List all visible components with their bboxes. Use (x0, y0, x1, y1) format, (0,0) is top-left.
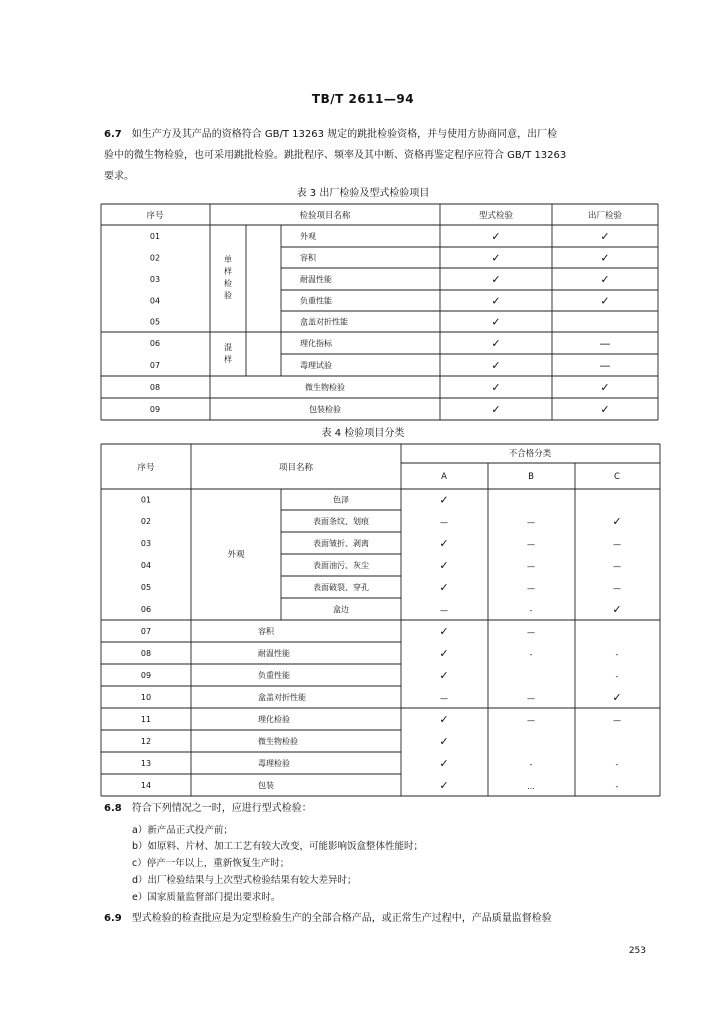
t3-row-01-name: 外观 (300, 232, 316, 241)
section-6-8-item-b: b）如原料、片材、加工工艺有较大改变，可能影响饭盒整体性能时； (132, 841, 424, 852)
t3-row-05-type: ✓ (491, 315, 501, 329)
table-3 (101, 204, 658, 420)
t3-row-02-no: 02 (149, 253, 161, 263)
t4-row-02-b: — (527, 518, 535, 527)
t4-row-01-name: 色泽 (333, 495, 349, 505)
t4-row-13-c: - (615, 760, 619, 769)
page-header: TB/T 2611—94 (311, 92, 415, 106)
t3-row-04-factory: ✓ (600, 294, 610, 308)
t4-row-03-no: 03 (140, 539, 152, 548)
t4-row-06-b: - (529, 606, 533, 615)
t3-group-mixed (224, 342, 232, 364)
t4-row-08-no: 08 (140, 649, 152, 658)
t4-row-04-no: 04 (140, 561, 152, 570)
t4-row-09-a: ✓ (439, 669, 449, 682)
section-6-9 (104, 908, 669, 929)
t4-row-02-name: 表面条纹、划痕 (313, 517, 369, 526)
t3-row-09-name: 包装检验 (309, 405, 341, 414)
t4-row-14-a: ✓ (439, 779, 449, 792)
t3-row-03-name: 耐温性能 (300, 275, 332, 284)
t3-header-no: 序号 (146, 211, 164, 221)
t4-row-10-a: — (440, 694, 448, 703)
t4-row-11-b: — (527, 716, 535, 725)
t4-rows (141, 494, 622, 793)
t4-row-13-name: 毒理检验 (258, 759, 290, 768)
section-6-8-item-d: d）出厂检验结果与上次型式检验结果有较大差异时； (132, 875, 357, 886)
t4-row-10-no: 10 (140, 693, 152, 702)
t3-row-08-no: 08 (149, 383, 161, 392)
t4-row-13-no: 13 (140, 759, 152, 768)
section-6-8-number: 6.8 (104, 803, 122, 814)
t4-row-09-c: - (615, 672, 619, 681)
t4-row-02-a: — (440, 518, 448, 527)
t4-appearance-label: 外观 (227, 550, 245, 560)
t4-row-10-c: ✓ (612, 691, 622, 704)
t4-row-01-no: 01 (140, 495, 152, 505)
t4-row-09-name: 负重性能 (258, 671, 290, 680)
t4-row-13-b: - (529, 760, 533, 769)
t4-row-05-name: 表面破裂、穿孔 (313, 583, 369, 592)
section-6-9-text: 型式检验的检查批应是为定型检验生产的全部合格产品，或正常生产过程中，产品质量监督检验 (131, 913, 552, 924)
t3-row-08-factory: ✓ (600, 381, 610, 394)
t3-row-09-type: ✓ (491, 403, 501, 416)
t4-row-05-no: 05 (140, 583, 152, 592)
t3-row-05-name: 盒盖对折性能 (300, 317, 348, 327)
t3-row-07-no: 07 (149, 361, 161, 370)
t3-row-06-no: 06 (149, 339, 161, 348)
t4-row-08-b: - (529, 650, 533, 659)
section-6-8-intro: 符合下列情况之一时，应进行型式检验： (131, 803, 312, 814)
t3-row-09-factory: ✓ (600, 403, 610, 416)
t4-row-11-c: — (613, 716, 621, 725)
t4-row-03-a: ✓ (439, 537, 449, 550)
t3-group-single-char: 单 (224, 255, 232, 264)
section-6-9-number: 6.9 (104, 913, 122, 924)
t4-row-03-c: — (613, 540, 621, 549)
table-3-caption: 表 3 出厂检验及型式检验项目 (296, 188, 430, 199)
section-6-7-line-1: 如生产方及其产品的资格符合 GB/T 13263 规定的跳批检验资格，并与使用方协商同意，出厂检 (131, 129, 558, 140)
t4-row-06-a: — (440, 606, 448, 615)
t3-header-name: 检验项目名称 (299, 211, 351, 221)
t3-row-02-name: 容积 (300, 253, 316, 263)
t4-row-02-no: 02 (140, 517, 152, 526)
t3-row-09-no: 09 (149, 405, 161, 414)
t4-row-04-b: — (527, 562, 535, 571)
table-4 (101, 444, 660, 796)
t4-row-12-no: 12 (140, 737, 152, 746)
t4-row-05-b: — (527, 584, 535, 593)
t4-row-07-no: 07 (140, 627, 152, 636)
t4-header-name: 项目名称 (278, 463, 314, 473)
t4-header-c: C (614, 472, 620, 482)
t3-row-02-factory: ✓ (600, 251, 610, 265)
section-6-8-item-e: e）国家质量监督部门提出要求时。 (132, 892, 281, 903)
t4-header-a: A (441, 472, 447, 482)
t3-row-08-type: ✓ (491, 381, 501, 394)
t3-row-01-factory: ✓ (600, 230, 610, 243)
t4-row-10-b: — (527, 694, 535, 703)
t4-row-08-c: - (615, 650, 619, 659)
section-6-7-line-3: 要求。 (104, 171, 134, 182)
t3-group-mixed-char: 混 (224, 343, 232, 352)
t4-row-11-name: 理化检验 (258, 715, 290, 724)
t3-row-04-no: 04 (149, 296, 161, 306)
t4-row-05-c: — (613, 584, 621, 593)
t3-row-02-type: ✓ (491, 251, 501, 265)
t4-row-07-a: ✓ (439, 625, 449, 638)
t3-row-03-factory: ✓ (600, 273, 610, 286)
t4-row-05-a: ✓ (439, 581, 449, 594)
t3-group-mixed-char: 样 (224, 355, 232, 364)
t3-row-06-name: 理化指标 (300, 339, 332, 348)
section-6-8-item-a: a）新产品正式投产前； (132, 825, 233, 836)
page-number: 253 (628, 946, 646, 956)
t4-row-04-c: — (613, 562, 621, 571)
t4-row-06-no: 06 (140, 605, 152, 614)
t3-row-01-no: 01 (149, 232, 161, 241)
t4-row-14-b: ... (527, 782, 535, 791)
t3-header-factory: 出厂检验 (587, 211, 623, 221)
t4-row-07-name: 容积 (258, 627, 274, 636)
t4-row-14-name: 包装 (258, 781, 274, 790)
t4-row-12-a: ✓ (439, 735, 449, 748)
t3-row-04-name: 负重性能 (300, 296, 332, 306)
t4-row-14-c: - (615, 782, 619, 791)
t3-row-07-name: 毒理试验 (300, 361, 332, 370)
t3-row-03-type: ✓ (491, 273, 501, 286)
t3-row-03-no: 03 (149, 275, 161, 284)
t3-rows (150, 230, 611, 416)
t4-row-04-a: ✓ (439, 559, 449, 572)
t3-group-single-char: 样 (224, 267, 232, 276)
t4-row-14-no: 14 (140, 781, 152, 790)
t3-row-06-factory: — (599, 337, 611, 350)
t4-header-group: 不合格分类 (508, 449, 552, 459)
t3-group-single-char: 验 (224, 291, 232, 300)
t4-row-06-c: ✓ (612, 603, 622, 616)
t3-row-04-type: ✓ (491, 294, 501, 308)
t3-row-08-name: 微生物检验 (305, 383, 345, 392)
t4-row-02-c: ✓ (612, 515, 622, 528)
section-6-8 (104, 798, 669, 819)
t4-header-b: B (528, 472, 534, 482)
t3-row-07-factory: — (599, 359, 611, 372)
t3-row-05-no: 05 (149, 317, 161, 327)
t3-row-06-type: ✓ (491, 337, 501, 350)
t4-row-11-a: ✓ (439, 713, 449, 726)
section-6-8-item-c: c）停产一年以上，重新恢复生产时； (132, 858, 290, 869)
t3-group-single-char: 检 (224, 279, 232, 288)
t3-header-type: 型式检验 (478, 211, 514, 221)
t4-row-11-no: 11 (140, 715, 152, 724)
t4-row-10-name: 盒盖对折性能 (258, 693, 306, 702)
t4-row-07-b: — (527, 628, 535, 637)
t4-row-12-name: 微生物检验 (258, 737, 298, 746)
t4-row-03-name: 表面皱折、剥离 (313, 539, 369, 548)
t4-row-06-name: 盒边 (333, 605, 349, 614)
t4-row-08-a: ✓ (439, 647, 449, 660)
table-4-caption: 表 4 检验项目分类 (321, 428, 405, 439)
t4-row-01-a: ✓ (439, 493, 449, 507)
t3-row-07-type: ✓ (491, 359, 501, 372)
t4-row-04-name: 表面油污、灰尘 (313, 561, 369, 570)
t4-row-08-name: 耐温性能 (258, 649, 290, 658)
section-6-7-number: 6.7 (104, 129, 122, 140)
section-6-7-line-2: 验中的微生物检验，也可采用跳批检验。跳批程序、频率及其中断、资格再鉴定程序应符合 GB/T 13263 (104, 150, 567, 161)
t4-header-no: 序号 (137, 463, 155, 473)
t4-row-13-a: ✓ (439, 757, 449, 770)
t4-row-03-b: — (527, 540, 535, 549)
t3-group-single (224, 254, 232, 300)
t4-row-09-no: 09 (140, 671, 152, 680)
t3-row-01-type: ✓ (491, 230, 501, 243)
